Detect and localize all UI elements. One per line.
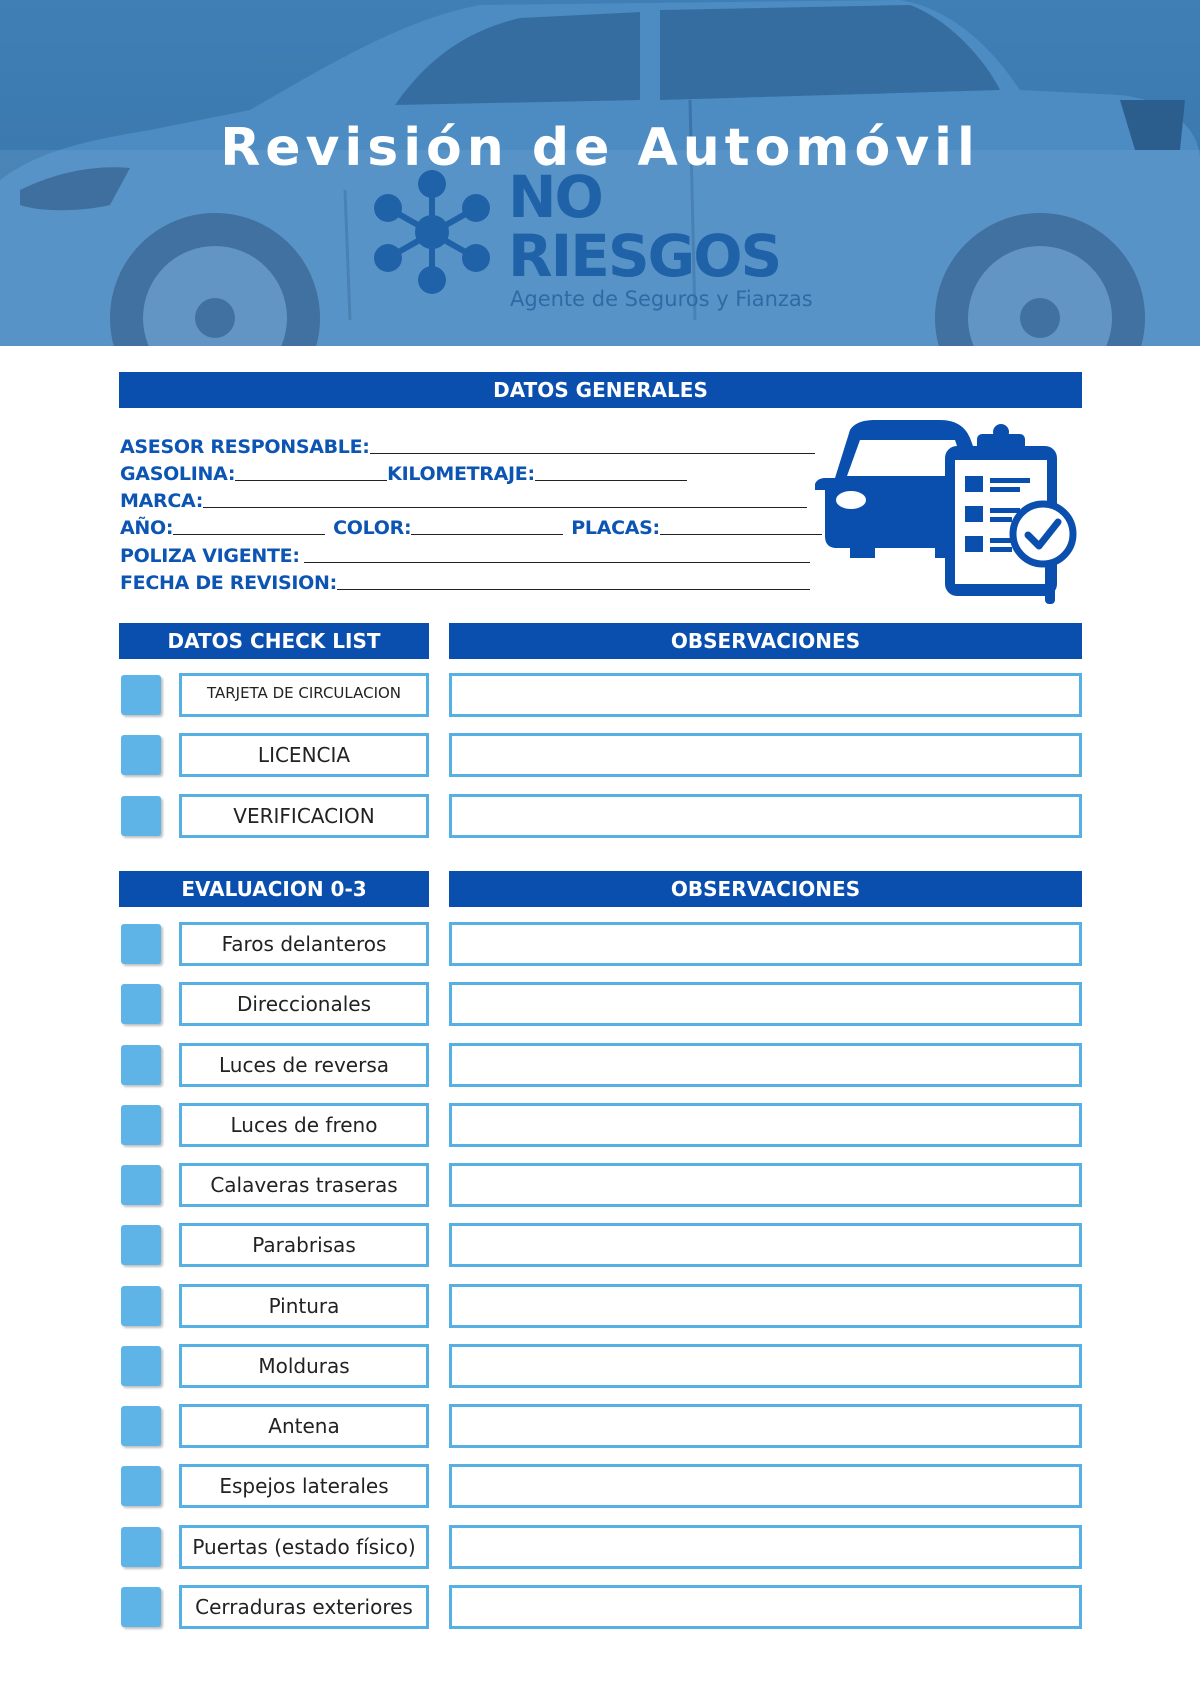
score-box[interactable] — [121, 1527, 161, 1567]
field-asesor[interactable] — [120, 431, 815, 458]
brand-name-line1: NO — [508, 163, 602, 231]
evaluation-item-label: Parabrisas — [179, 1223, 429, 1267]
field-poliza[interactable] — [120, 540, 810, 567]
score-box[interactable] — [121, 1406, 161, 1446]
evaluation-item-label: Espejos laterales — [179, 1464, 429, 1508]
evaluation-row — [120, 1525, 1082, 1569]
section-header-checklist: DATOS CHECK LIST — [119, 623, 429, 659]
evaluation-item-label: Luces de reversa — [179, 1043, 429, 1087]
evaluation-row — [120, 1284, 1082, 1328]
observations-field[interactable] — [449, 794, 1082, 838]
observations-field[interactable] — [449, 1163, 1082, 1207]
field-blank-color[interactable] — [411, 517, 563, 535]
field-anio-color-placas[interactable] — [120, 512, 822, 539]
field-blank-gasolina[interactable] — [235, 463, 387, 481]
observations-field[interactable] — [449, 733, 1082, 777]
observations-field[interactable] — [449, 1404, 1082, 1448]
evaluation-item-label: Molduras — [179, 1344, 429, 1388]
evaluation-item-label: Luces de freno — [179, 1103, 429, 1147]
checklist-row — [120, 673, 1082, 717]
section-header-evaluation: EVALUACION 0-3 — [119, 871, 429, 907]
observations-field[interactable] — [449, 1284, 1082, 1328]
field-blank-anio[interactable] — [173, 517, 325, 535]
observations-field[interactable] — [449, 673, 1082, 717]
observations-field[interactable] — [449, 1525, 1082, 1569]
field-blank-placas[interactable] — [660, 517, 822, 535]
field-label-kilometraje: KILOMETRAJE: — [387, 463, 535, 485]
section-header-evaluation-observations: OBSERVACIONES — [449, 871, 1082, 907]
evaluation-item-label: Faros delanteros — [179, 922, 429, 966]
evaluation-row — [120, 1464, 1082, 1508]
field-label-poliza: POLIZA VIGENTE: — [120, 545, 300, 567]
observations-field[interactable] — [449, 1223, 1082, 1267]
observations-field[interactable] — [449, 1103, 1082, 1147]
evaluation-row — [120, 1103, 1082, 1147]
section-header-general: DATOS GENERALES — [119, 372, 1082, 408]
observations-field[interactable] — [449, 1585, 1082, 1629]
field-label-asesor: ASESOR RESPONSABLE: — [120, 436, 370, 458]
observations-field[interactable] — [449, 982, 1082, 1026]
checklist-item-label: TARJETA DE CIRCULACION — [179, 673, 429, 717]
evaluation-row — [120, 1344, 1082, 1388]
field-blank-asesor[interactable] — [370, 436, 815, 454]
page-title: Revisión de Automóvil — [220, 118, 980, 178]
field-blank-marca[interactable] — [203, 490, 807, 508]
field-marca[interactable] — [120, 485, 807, 512]
evaluation-item-label: Direccionales — [179, 982, 429, 1026]
evaluation-item-label: Antena — [179, 1404, 429, 1448]
field-fecha[interactable] — [120, 567, 810, 594]
score-box[interactable] — [121, 1045, 161, 1085]
evaluation-item-label: Cerraduras exteriores — [179, 1585, 429, 1629]
score-box[interactable] — [121, 924, 161, 964]
hero-banner — [0, 0, 1200, 346]
field-blank-poliza[interactable] — [304, 545, 810, 563]
checklist-row — [120, 733, 1082, 777]
field-gasolina-kilometraje[interactable] — [120, 458, 687, 485]
score-box[interactable] — [121, 984, 161, 1024]
evaluation-row — [120, 1163, 1082, 1207]
brand-tagline: Agente de Seguros y Fianzas — [510, 287, 813, 311]
score-box[interactable] — [121, 1466, 161, 1506]
evaluation-row — [120, 922, 1082, 966]
checkbox[interactable] — [121, 796, 161, 836]
checklist-item-label: VERIFICACION — [179, 794, 429, 838]
evaluation-item-label: Calaveras traseras — [179, 1163, 429, 1207]
observations-field[interactable] — [449, 1344, 1082, 1388]
field-label-color: COLOR: — [333, 517, 412, 539]
field-blank-kilometraje[interactable] — [535, 463, 687, 481]
checklist-item-label: LICENCIA — [179, 733, 429, 777]
evaluation-item-label: Pintura — [179, 1284, 429, 1328]
score-box[interactable] — [121, 1105, 161, 1145]
section-header-checklist-observations: OBSERVACIONES — [449, 623, 1082, 659]
evaluation-row — [120, 1223, 1082, 1267]
field-label-placas: PLACAS: — [571, 517, 660, 539]
score-box[interactable] — [121, 1225, 161, 1265]
evaluation-item-label: Puertas (estado físico) — [179, 1525, 429, 1569]
field-blank-fecha[interactable] — [337, 572, 810, 590]
field-label-gasolina: GASOLINA: — [120, 463, 236, 485]
brand-name-line2: RIESGOS — [508, 222, 781, 290]
observations-field[interactable] — [449, 922, 1082, 966]
score-box[interactable] — [121, 1346, 161, 1386]
observations-field[interactable] — [449, 1464, 1082, 1508]
evaluation-row — [120, 1585, 1082, 1629]
field-label-fecha: FECHA DE REVISION: — [120, 572, 337, 594]
checkbox[interactable] — [121, 735, 161, 775]
observations-field[interactable] — [449, 1043, 1082, 1087]
checkbox[interactable] — [121, 675, 161, 715]
score-box[interactable] — [121, 1587, 161, 1627]
field-label-marca: MARCA: — [120, 490, 204, 512]
field-label-anio: AÑO: — [120, 517, 174, 539]
evaluation-row — [120, 1043, 1082, 1087]
score-box[interactable] — [121, 1165, 161, 1205]
score-box[interactable] — [121, 1286, 161, 1326]
evaluation-row — [120, 1404, 1082, 1448]
evaluation-row — [120, 982, 1082, 1026]
car-checklist-icon — [815, 418, 1085, 610]
checklist-row — [120, 794, 1082, 838]
